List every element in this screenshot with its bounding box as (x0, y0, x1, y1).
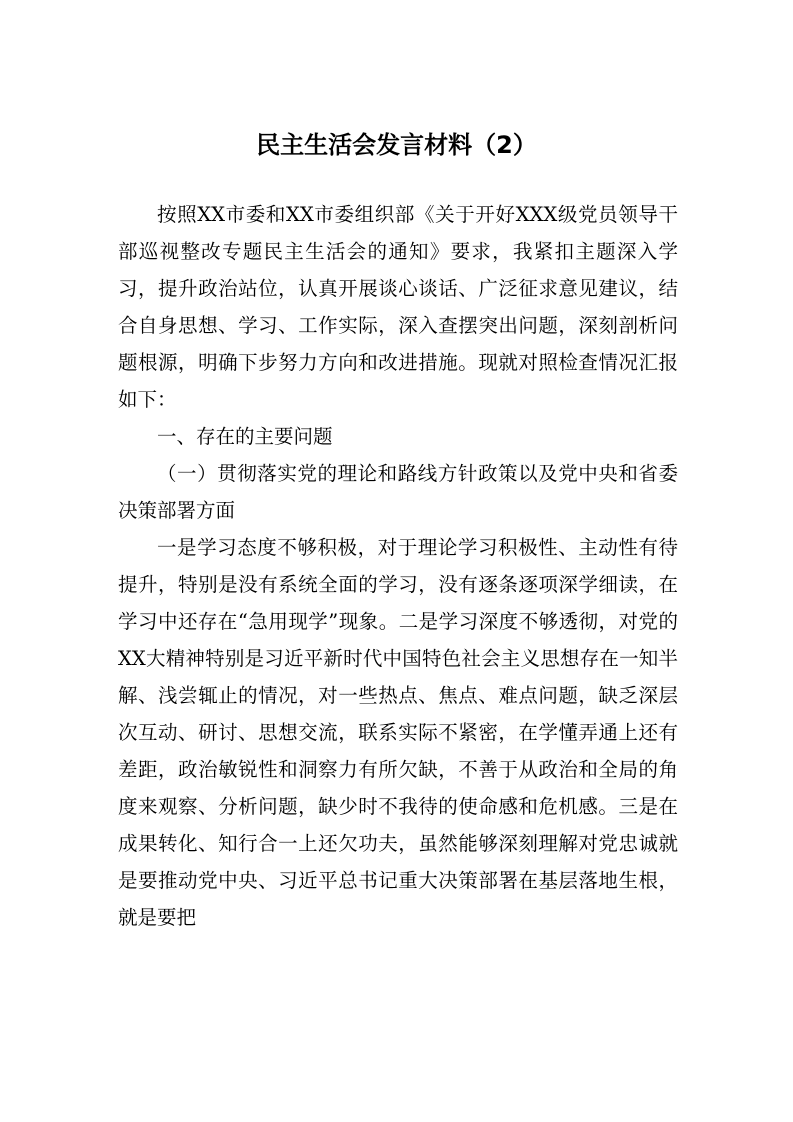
intro-paragraph: 按照XX市委和XX市委组织部《关于开好XXX级党员领导干部巡视整改专题民主生活会的通知》要求，我紧扣主题深入学习，提升政治站位，认真开展谈心谈话、广泛征求意见建议，结合自身思想、学习、工作实际，深入查摆突出问题，深刻剖析问题根源，明确下步努力方向和改进措施。现就对照检查情况汇报如下： (118, 203, 678, 411)
section-heading: 一、存在的主要问题 (157, 425, 333, 448)
body-paragraph: 一是学习态度不够积极，对于理论学习积极性、主动性有待提升，特别是没有系统全面的学习，没有逐条逐项深学细读，在学习中还存在“急用现学”现象。二是学习深度不够透彻，对党的XX大精神特别是习近平新时代中国特色社会主义思想存在一知半解、浅尝辄止的情况，对一些热点、焦点、难点问题，缺乏深层次互动、研讨、思想交流，联系实际不紧密，在学懂弄通上还有差距，政治敏锐性和洞察力有所欠缺，不善于从政治和全局的角度来观察、分析问题，缺少时不我待的使命感和危机感。三是在成果转化、知行合一上还欠功夫，虽然能够深刻理解对党忠诚就是要推动党中央、习近平总书记重大决策部署在基层落地生根，就是要把 (118, 536, 678, 929)
document-title: 民主生活会发言材料（2） (256, 131, 537, 159)
subsection-heading: （一）贯彻落实党的理论和路线方针政策以及党中央和省委决策部署方面 (118, 462, 678, 522)
document-body (118, 196, 678, 936)
